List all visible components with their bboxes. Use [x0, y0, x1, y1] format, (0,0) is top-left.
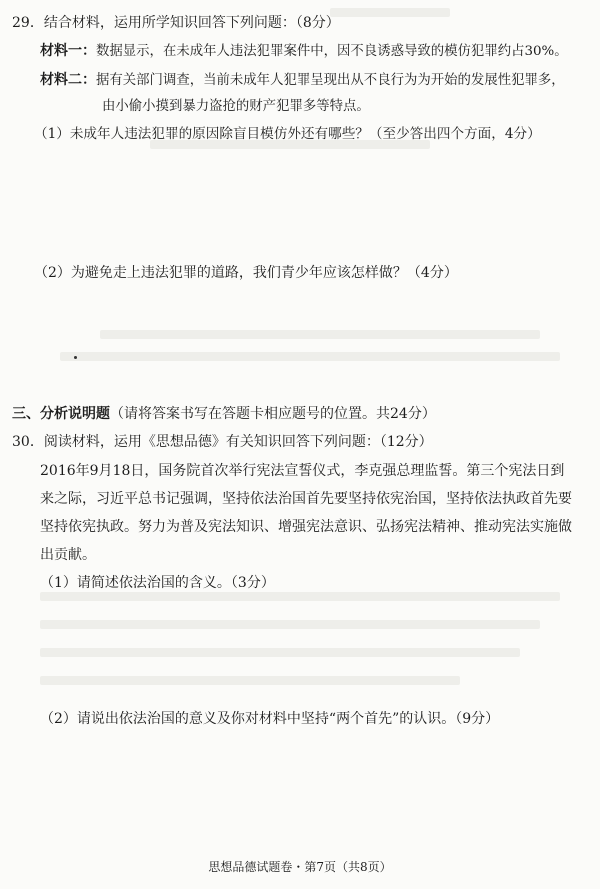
- bleed-through-mark: [60, 352, 560, 361]
- q30-paragraph-line4: 出贡献。: [40, 547, 96, 563]
- q30-subquestion-2: （2）请说出依法治国的意义及你对材料中坚持“两个首先”的认识。（9分）: [40, 711, 500, 727]
- section-3-note: （请将答案书写在答题卡相应题号的位置。共24分）: [110, 406, 436, 422]
- bleed-through-mark: [40, 620, 540, 629]
- bleed-through-mark: [330, 8, 450, 17]
- bleed-through-mark: [40, 676, 460, 685]
- bleed-through-mark: [100, 330, 540, 339]
- page-footer: 思想品德试题卷・第7页（共8页）: [208, 860, 392, 874]
- q30-paragraph-line2: 来之际，习近平总书记强调，坚持依法治国首先要坚持依宪治国，坚持依法执政首先要: [40, 491, 572, 507]
- q29-material-1: [40, 42, 568, 61]
- q29-title: 29．结合材料，运用所学知识回答下列问题：（8分）: [12, 15, 340, 31]
- stray-dot: [74, 356, 77, 359]
- q29-subquestion-2: （2）为避免走上违法犯罪的道路，我们青少年应该怎样做？（4分）: [34, 265, 458, 281]
- material-2-label: 材料二：: [40, 72, 96, 88]
- material-1-text: 数据显示，在未成年人违法犯罪案件中，因不良诱惑导致的模仿犯罪约占30%。: [96, 44, 568, 59]
- q30-subquestion-1: （1）请简述依法治国的含义。（3分）: [40, 575, 275, 591]
- q29-subquestion-1: （1）未成年人违法犯罪的原因除盲目模仿外还有哪些？（至少答出四个方面，4分）: [34, 126, 541, 142]
- q30-paragraph-line1: 2016年9月18日，国务院首次举行宪法宣誓仪式，李克强总理监誓。第三个宪法日到: [40, 463, 565, 479]
- q29-material-2: [40, 71, 565, 90]
- q29-material-2-line2: 由小偷小摸到暴力盗抢的财产犯罪多等特点。: [102, 99, 370, 114]
- bleed-through-mark: [40, 592, 560, 601]
- section-3-title: 三、分析说明题: [12, 406, 110, 422]
- q30-paragraph-line3: 坚持依宪执政。努力为普及宪法知识、增强宪法意识、弘扬宪法精神、推动宪法实施做: [40, 519, 572, 535]
- material-2-text-line1: 据有关部门调查，当前未成年人犯罪呈现出从不良行为为开始的发展性犯罪多，: [96, 73, 565, 88]
- q30-title: 30．阅读材料，运用《思想品德》有关知识回答下列问题：（12分）: [12, 434, 433, 450]
- bleed-through-mark: [40, 648, 520, 657]
- material-1-label: 材料一：: [40, 43, 96, 59]
- section-3-heading: [12, 405, 436, 423]
